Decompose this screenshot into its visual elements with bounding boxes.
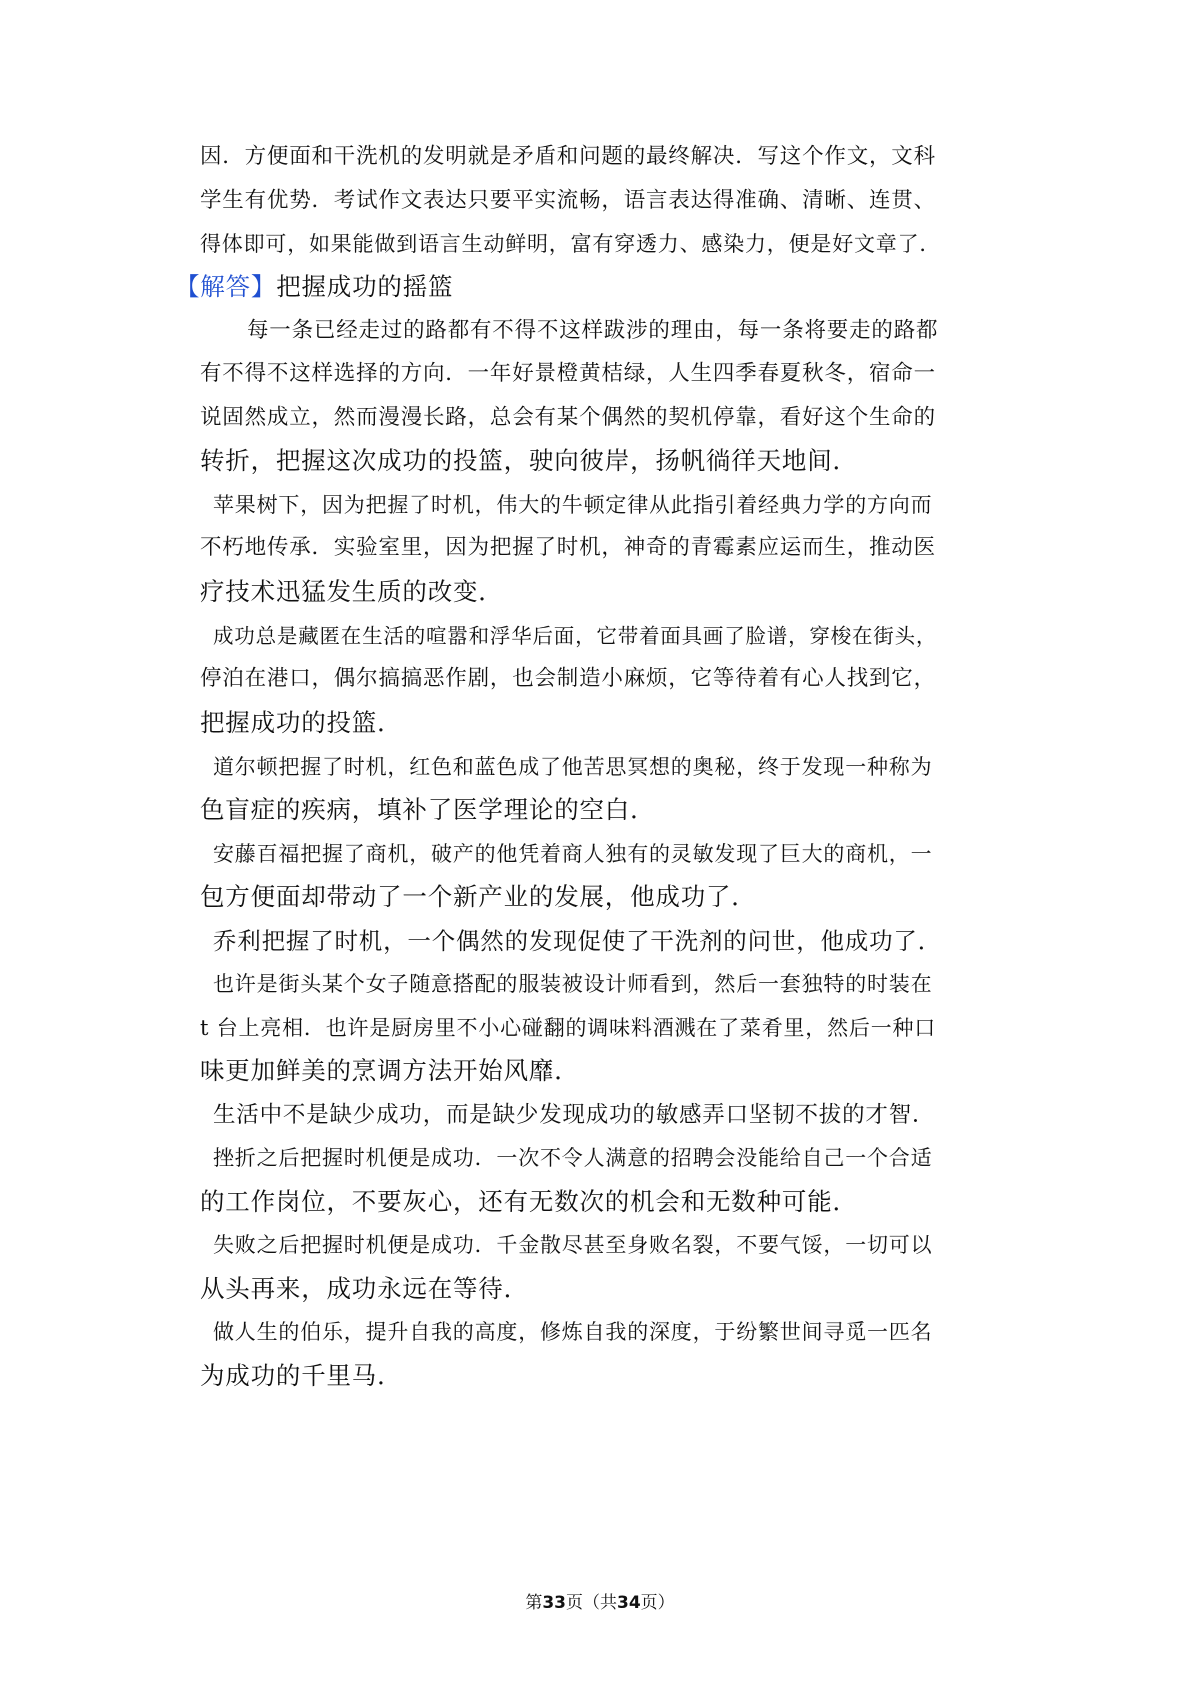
- answer-tag: 【解答】: [175, 272, 277, 301]
- body-line: 从头再来，成功永远在等待．: [200, 1274, 529, 1303]
- body-line: 有不得不这样选择的方向．一年好景橙黄桔绿，人生四季春夏秋冬，宿命一: [200, 361, 936, 386]
- footer-prefix: 第: [525, 1593, 543, 1613]
- body-line: 成功总是藏匿在生活的喧嚣和浮华后面，它带着面具画了脸谱，穿梭在街头，: [213, 624, 938, 648]
- body-line: 也许是街头某个女子随意搭配的服装被设计师看到，然后一套独特的时装在: [213, 972, 933, 996]
- body-line: 不朽地传承．实验室里，因为把握了时机，神奇的青霉素应运而生，推动医: [200, 535, 936, 560]
- body-line: 失败之后把握时机便是成功．千金散尽甚至身败名裂，不要气馁，一切可以: [213, 1233, 933, 1257]
- body-line: 安藤百福把握了商机，破产的他凭着商人独有的灵敏发现了巨大的商机，一: [213, 842, 933, 866]
- page-number: 33: [542, 1593, 566, 1613]
- footer-suffix: 页）: [640, 1593, 675, 1613]
- intro-line: 学生有优势．考试作文表达只要平实流畅，语言表达得准确、清晰、连贯、: [200, 188, 936, 213]
- footer-middle: 页（共: [566, 1593, 617, 1613]
- body-line: 停泊在港口，偶尔搞搞恶作剧，也会制造小麻烦，它等待着有心人找到它，: [200, 666, 936, 691]
- intro-line: 得体即可，如果能做到语言生动鲜明，富有穿透力、感染力，便是好文章了．: [200, 232, 942, 256]
- total-pages: 34: [617, 1593, 641, 1613]
- body-line: 苹果树下，因为把握了时机，伟大的牛顿定律从此指引着经典力学的方向而: [213, 493, 933, 517]
- body-line: t 台上亮相．也许是厨房里不小心碰翻的调味料酒溅在了菜肴里，然后一种口: [200, 1016, 937, 1040]
- body-line: 说固然成立，然而漫漫长路，总会有某个偶然的契机停靠，看好这个生命的: [200, 405, 936, 430]
- body-line: 生活中不是缺少成功，而是缺少发现成功的敏感弄口坚韧不拔的才智．: [213, 1102, 936, 1128]
- body-line: 道尔顿把握了时机，红色和蓝色成了他苦思冥想的奥秘，终于发现一种称为: [213, 755, 933, 779]
- intro-line: 因．方便面和干洗机的发明就是矛盾和问题的最终解决．写这个作文，文科: [200, 144, 936, 169]
- answer-heading: [175, 272, 453, 302]
- body-line: 为成功的千里马．: [200, 1361, 403, 1390]
- body-line: 转折，把握这次成功的投篮，驶向彼岸，扬帆徜徉天地间．: [200, 446, 858, 475]
- body-line: 味更加鲜美的烹调方法开始风靡．: [200, 1056, 580, 1085]
- body-line: 色盲症的疾病，填补了医学理论的空白．: [200, 795, 656, 824]
- body-line: 挫折之后把握时机便是成功．一次不令人满意的招聘会没能给自己一个合适: [213, 1146, 933, 1170]
- body-line: 的工作岗位，不要灰心，还有无数次的机会和无数种可能．: [200, 1187, 858, 1216]
- page-footer: [0, 1592, 1200, 1614]
- essay-title: 把握成功的摇篮: [276, 272, 454, 301]
- body-line: 疗技术迅猛发生质的改变．: [200, 577, 504, 606]
- body-line: 包方便面却带动了一个新产业的发展，他成功了．: [200, 882, 757, 911]
- body-line: 做人生的伯乐，提升自我的高度，修炼自我的深度，于纷繁世间寻觅一匹名: [213, 1320, 933, 1344]
- body-line: 把握成功的投篮．: [200, 708, 403, 737]
- body-line: 每一条已经走过的路都有不得不这样跋涉的理由，每一条将要走的路都: [247, 318, 939, 343]
- body-line: 乔利把握了时机，一个偶然的发现促使了干洗剂的问世，他成功了．: [213, 927, 942, 955]
